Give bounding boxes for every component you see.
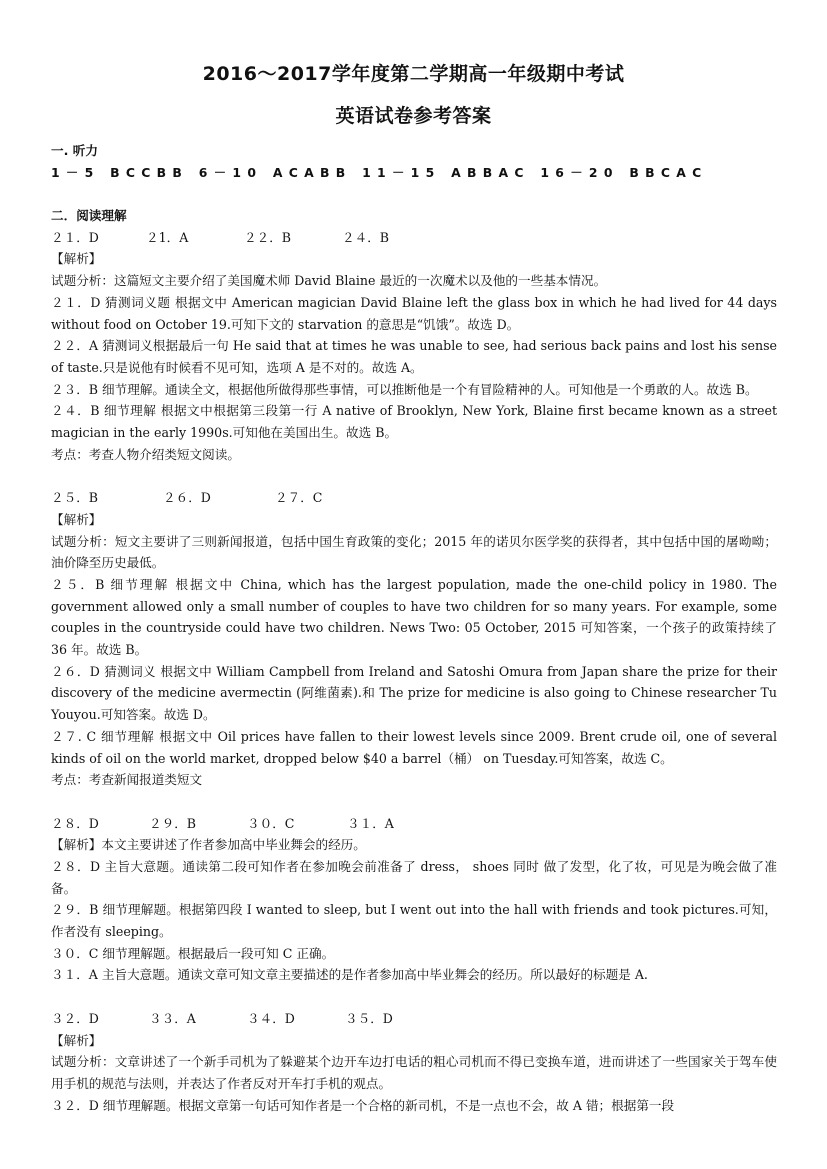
- answer-25: ２５．B: [51, 490, 99, 506]
- listening-answers: 1－5 BCCBB 6－10 ACABB 11－15 ABBAC 16－20 BBCAC: [51, 164, 708, 180]
- kaodian-text: 考点：考查人物介绍类短文阅读。: [51, 446, 240, 462]
- answer-32: ３２．D: [51, 1010, 99, 1026]
- jiexi-label: 【解析】: [51, 1032, 102, 1048]
- answer-30: ３０．C: [247, 815, 295, 831]
- explanation-29: ２９．B 细节理解题。根据第四段 I wanted to sleep, but I went out into the hall with friends and took pictures.可知，作者没有 sleeping。: [51, 902, 777, 940]
- analysis-text: 试题分析：短文主要讲了三则新闻报道，包括中国生育政策的变化；2015 年的诺贝尔医学奖的获得者，其中包括中国的屠呦呦；油价降至历史最低。: [51, 533, 777, 571]
- jiexi-label: 【解析】: [51, 511, 102, 527]
- answer-29: ２９．B: [149, 815, 197, 831]
- jiexi-label: 【解析】: [51, 251, 102, 267]
- answer-31: ３１．A: [347, 815, 394, 831]
- page-title: 2016～2017学年度第二学期高一年级期中考试: [202, 63, 625, 85]
- answer-content: [51, 140, 777, 1116]
- analysis-text: 试题分析：文章讲述了一个新手司机为了躲避某个边开车边打电话的粗心司机而不得已变换车道，进而讲述了一些国家关于驾车使用手机的规范与法则，并表达了作者反对开车打手机的观点。: [51, 1054, 777, 1091]
- answer-28: ２８．D: [51, 815, 99, 831]
- answers-row-32-35: [51, 1008, 777, 1030]
- explanation-30: ３０．C 细节理解题。根据最后一段可知 C 正确。: [51, 945, 335, 961]
- answer-24: ２４．B: [342, 229, 390, 245]
- explanation-22: ２２．A 猜测词义根据最后一句 He said that at times he was unable to see, had serious back pains and lost his sense of taste.只是说他有时候看不见可知，选项 A 是不对的。故选 A。: [51, 338, 777, 375]
- explanation-23: ２３．B 细节理解。通读全文，根据他所做得那些事情，可以推断他是一个有冒险精神的人。可知他是一个勇敢的人。故选 B。: [51, 381, 758, 397]
- explanation-26: ２６．D 猜测词义 根据文中 William Campbell from Ireland and Satoshi Omura from Japan share the prize for their discovery of the medicine avermectin (阿维菌素).和 The prize for medicine is also going to Chinese researcher Tu Youyou.可知答案。故选 D。: [51, 663, 777, 723]
- answers-row-28-31: [51, 813, 777, 835]
- answer-22: ２２．B: [244, 229, 292, 245]
- answer-27: ２７．C: [275, 490, 323, 506]
- answers-row-25-27: [51, 487, 777, 509]
- explanation-21: ２１．D 猜测词义题 根据文中 American magician David Blaine left the glass box in which he had lived for 44 days without food on October 19.可知下文的 starvation 的意思是“饥饿”。故选 D。: [51, 294, 777, 332]
- answer-21b: ２1．A: [146, 229, 189, 245]
- explanation-28: ２８．D 主旨大意题。通读第二段可知作者在参加晚会前准备了 dress， shoes 同时 做了发型，化了妆，可见是为晚会做了准备。: [51, 858, 777, 896]
- explanation-25: ２５．B 细节理解 根据文中 China, which has the largest population, made the one-child policy in 1980. The government allowed only a small number of couples to have two children for so many years. For example, some couples in the countryside could have two children. News Two: 05 October, 2015 可知答案，一个孩子的政策持续了 36 年。故选 B。: [51, 576, 777, 658]
- answers-row-21-24: [51, 227, 777, 249]
- answer-21: ２１．D: [51, 229, 99, 245]
- answer-34: ３４．D: [247, 1010, 295, 1026]
- explanation-27: ２７. C 细节理解 根据文中 Oil prices have fallen to their lowest levels since 2009. Brent crude oil, one of several kinds of oil on the world market, dropped below $40 a barrel（桶） on Tuesday.可知答案，故选 C。: [51, 728, 777, 766]
- answer-33: ３３．A: [149, 1010, 196, 1026]
- explanation-32: ３２．D 细节理解题。根据文章第一句话可知作者是一个合格的新司机，不是一点也不会，故 A 错；根据第一段: [51, 1097, 675, 1113]
- explanation-24: ２４．B 细节理解 根据文中根据第三段第一行 A native of Brooklyn, New York, Blaine first became known as a street magician in the early 1990s.可知他在美国出生。故选 B。: [51, 403, 777, 441]
- kaodian-text: 考点：考查新闻报道类短文: [51, 772, 203, 788]
- listening-heading: 一. 听力: [51, 143, 98, 158]
- jiexi-label: 【解析】本文主要讲述了作者参加高中毕业舞会的经历。: [51, 837, 366, 853]
- reading-heading: 二．阅读理解: [51, 208, 127, 224]
- explanation-31: ３１．A 主旨大意题。通读文章可知文章主要描述的是作者参加高中毕业舞会的经历。所以最好的标题是 A.: [51, 967, 648, 983]
- answer-35: ３５．D: [345, 1010, 393, 1026]
- analysis-text: 试题分析：这篇短文主要介绍了美国魔术师 David Blaine 最近的一次魔术以及他的一些基本情况。: [51, 273, 607, 289]
- answer-26: ２６．D: [163, 490, 211, 506]
- page-subtitle: 英语试卷参考答案: [335, 105, 492, 127]
